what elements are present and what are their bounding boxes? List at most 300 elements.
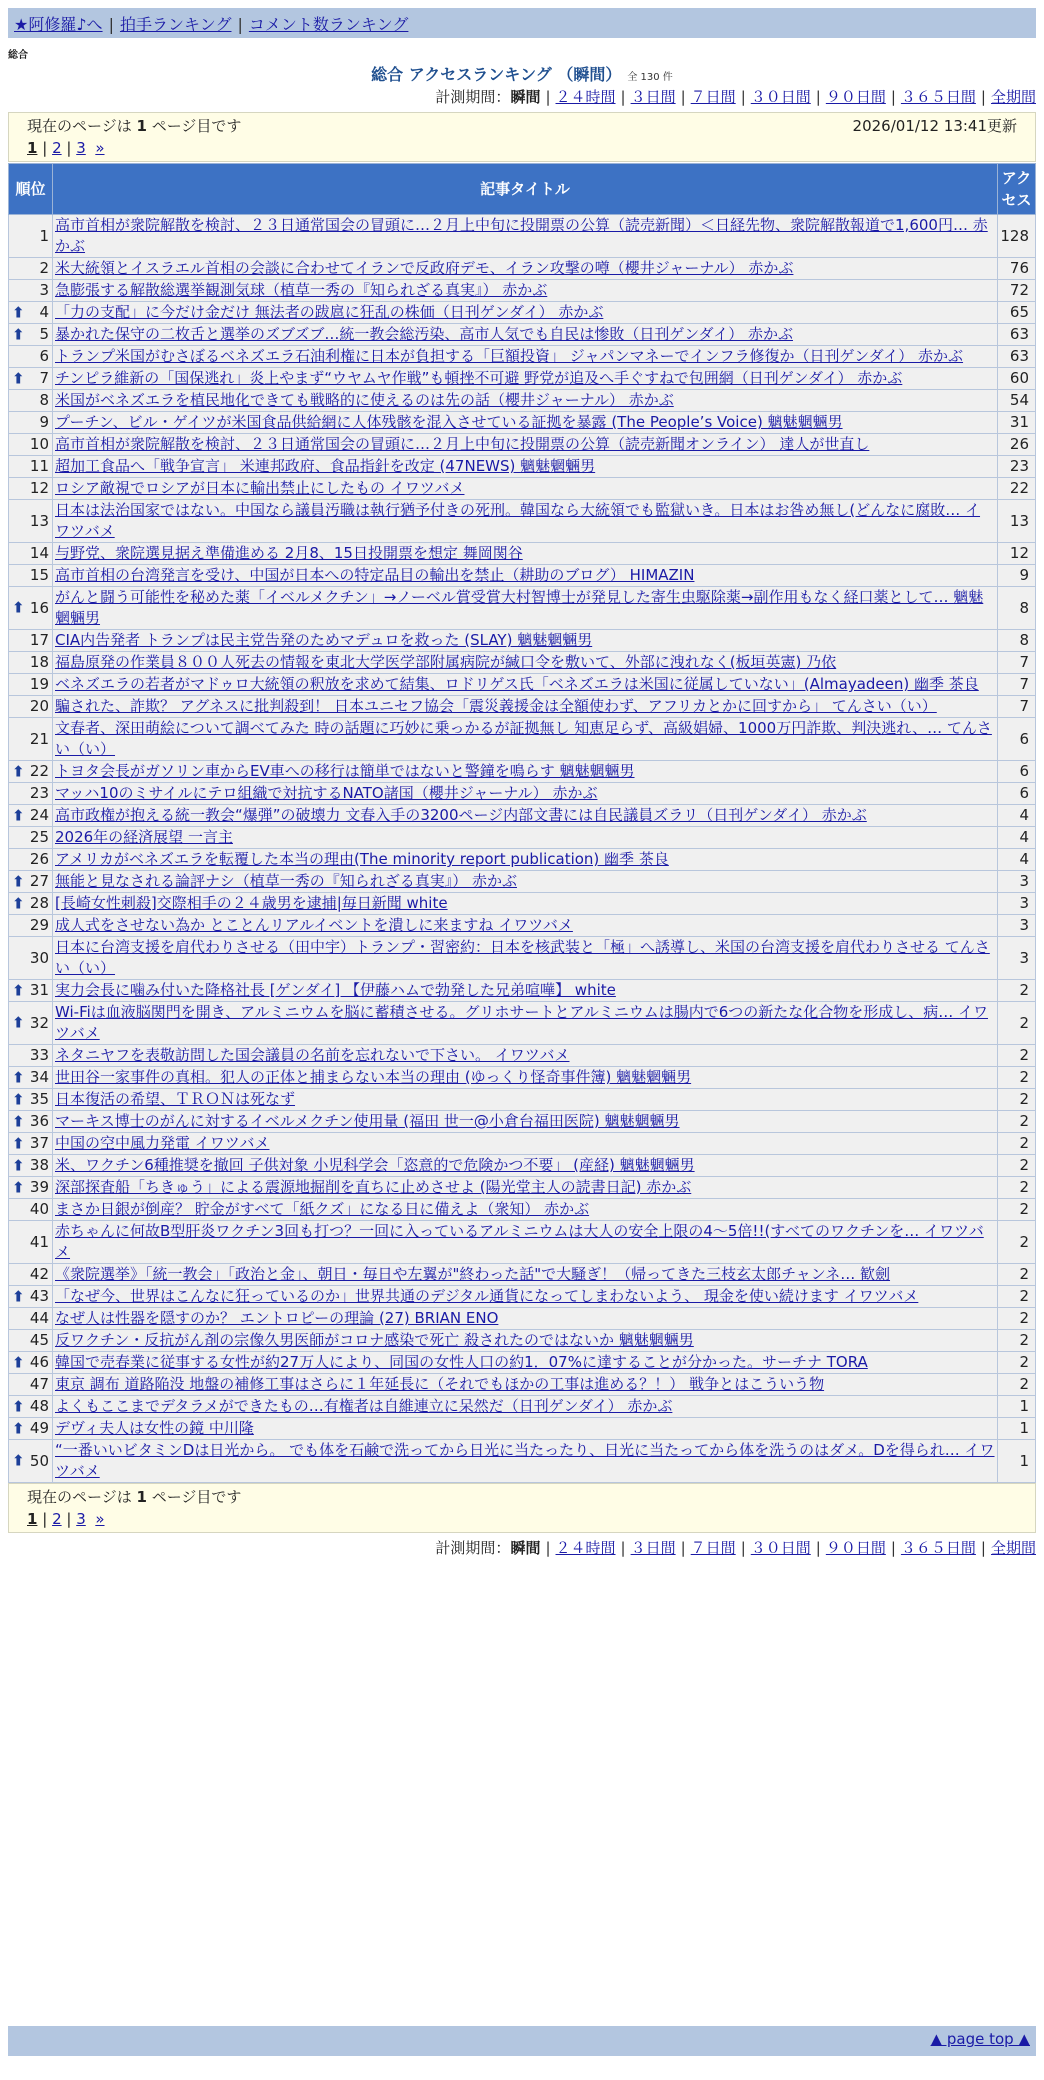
pager-page-3[interactable]: 3 (76, 1510, 86, 1528)
article-title-link[interactable]: 日本に台湾支援を肩代わりさせる（田中宇）トランプ・習密約：日本を核武装と「極」へ誘導し、米国の台湾支援を肩代わりさせる てんさい（い） (55, 938, 990, 977)
article-title-link[interactable]: 米、ワクチン6種推奨を撤回 子供対象 小児科学会「恣意的で危険かつ不要」 (産経) 魑魅魍魎男 (55, 1156, 695, 1174)
table-row (9, 258, 1036, 280)
table-row (9, 674, 1036, 696)
title-cell (53, 302, 998, 324)
title-cell (53, 674, 998, 696)
table-row (9, 1330, 1036, 1352)
period-90d-link[interactable]: ９０日間 (825, 1539, 886, 1557)
access-count: 6 (998, 783, 1036, 805)
access-count: 2 (998, 1330, 1036, 1352)
pager-bottom: 現在のページは 1 ページ目です 1 | 2 | 3 » (8, 1483, 1036, 1533)
access-count: 1 (998, 1396, 1036, 1418)
table-row (9, 1089, 1036, 1111)
access-count: 2 (998, 980, 1036, 1002)
pager-next[interactable]: » (95, 139, 105, 157)
article-title-link[interactable]: 高市首相が衆院解散を検討、２３日通常国会の冒頭に…２月上中旬に投開票の公算（読売新聞オンライン） 達人が世直し (55, 435, 870, 453)
access-count: 2 (998, 1221, 1036, 1264)
rank-number: 41 (29, 1232, 49, 1251)
table-row (9, 915, 1036, 937)
rank-cell (9, 1221, 53, 1264)
rank-number: 15 (29, 566, 49, 584)
table-row (9, 1418, 1036, 1440)
article-title-link[interactable]: 急膨張する解散総選挙観測気球（植草一秀の『知られざる真実』） 赤かぶ (55, 281, 548, 299)
article-title-link[interactable]: ネタニヤフを表敬訪問した国会議員の名前を忘れないで下さい。 イワツバメ (55, 1046, 570, 1064)
article-title-link[interactable]: [長崎女性刺殺]交際相手の２４歳男を逮捕|毎日新聞 white (55, 894, 448, 912)
updated-time: 2026/01/12 13:41更新 (852, 117, 1017, 135)
table-row (9, 849, 1036, 871)
title-cell (53, 1264, 998, 1286)
top-nav-bar (8, 8, 1036, 38)
rank-cell (9, 456, 53, 478)
rank-number: 6 (39, 347, 49, 365)
article-title-link[interactable]: 反ワクチン・反抗がん剤の宗像久男医師がコロナ感染で死亡 殺されたのではないか 魑魅魍魎男 (55, 1331, 694, 1349)
access-count: 9 (998, 565, 1036, 587)
article-title-link[interactable]: マッハ10のミサイルにテロ組織で対抗するNATO諸国（櫻井ジャーナル） 赤かぶ (55, 784, 598, 802)
table-row (9, 302, 1036, 324)
title-cell (53, 1155, 998, 1177)
table-row (9, 980, 1036, 1002)
rank-cell (9, 871, 53, 893)
table-row (9, 1374, 1036, 1396)
rank-number: 29 (29, 916, 49, 934)
article-title-link[interactable]: チンピラ維新の「国保逃れ」炎上やまず“ウヤムヤ作戦”も頓挫不可避 野党が追及へ手ぐすねで包囲網（日刊ゲンダイ） 赤かぶ (55, 369, 903, 387)
rank-number: 33 (29, 1046, 49, 1064)
rank-number: 11 (29, 457, 49, 475)
article-title-link[interactable]: なぜ人は性器を隠すのか？ エントロピーの理論 (27) BRIAN ENO (55, 1309, 499, 1327)
article-title-link[interactable]: 実力会長に噛み付いた降格社長 [ゲンダイ] 【伊藤ハムで勃発した兄弟喧嘩】 white (55, 981, 616, 999)
page-top-link[interactable]: ▲ page top ▲ (930, 2030, 1030, 2048)
table-row (9, 1221, 1036, 1264)
title-cell (53, 827, 998, 849)
rank-number: 3 (39, 281, 49, 299)
article-title-link[interactable]: がんと闘う可能性を秘めた薬「イベルメクチン」→ノーベル賞受賞大村智博士が発見した寄生虫駆除薬→副作用もなく経口薬として… 魑魅魍魎男 (55, 588, 984, 627)
title-cell (53, 324, 998, 346)
rank-cell (9, 478, 53, 500)
title-cell (53, 478, 998, 500)
table-row (9, 1396, 1036, 1418)
access-count: 7 (998, 652, 1036, 674)
access-count: 2 (998, 1067, 1036, 1089)
rank-cell (9, 587, 53, 630)
title-cell (53, 1221, 998, 1264)
rank-number: 25 (29, 828, 49, 846)
article-title-link[interactable]: 高市首相の台湾発言を受け、中国が日本への特定品目の輸出を禁止（耕助のブログ） HIMAZIN (55, 566, 695, 584)
table-row (9, 630, 1036, 652)
rank-cell (9, 258, 53, 280)
table-row (9, 937, 1036, 980)
rank-number: 2 (39, 259, 49, 277)
rank-cell (9, 1089, 53, 1111)
rank-number: 39 (29, 1178, 49, 1196)
rank-cell (9, 1396, 53, 1418)
period-3d-link[interactable]: ３日間 (630, 88, 676, 106)
rank-number: 22 (29, 762, 49, 780)
period-7d-link[interactable]: ７日間 (690, 1539, 736, 1557)
access-count: 3 (998, 915, 1036, 937)
rank-up-arrow-icon: ⬆ (12, 1156, 25, 1174)
rank-cell (9, 718, 53, 761)
table-row (9, 368, 1036, 390)
home-link[interactable]: ★阿修羅♪へ (14, 15, 103, 34)
period-7d-link[interactable]: ７日間 (690, 88, 736, 106)
comment-ranking-link[interactable]: コメント数ランキング (248, 15, 409, 34)
article-title-link[interactable]: 韓国で売春業に従事する女性が約27万人により、同国の女性人口の約1．07%に達することが分かった。サーチナ TORA (55, 1353, 868, 1371)
rank-up-arrow-icon: ⬆ (12, 872, 25, 890)
rank-cell (9, 630, 53, 652)
rank-up-arrow-icon: ⬆ (12, 1090, 25, 1108)
title-cell (53, 980, 998, 1002)
access-count: 2 (998, 1155, 1036, 1177)
access-count: 2 (998, 1177, 1036, 1199)
title-cell (53, 718, 998, 761)
article-title-link[interactable]: 米国がベネズエラを植民地化できても戦略的に使えるのは先の話（櫻井ジャーナル） 赤かぶ (55, 391, 674, 409)
title-cell (53, 1308, 998, 1330)
article-title-link[interactable]: 米大統領とイスラエル首相の会談に合わせてイランで反政府デモ、イラン攻撃の噂（櫻井ジャーナル） 赤かぶ (55, 259, 794, 277)
pager-page-3[interactable]: 3 (76, 139, 86, 157)
header-rank: 順位 (9, 164, 53, 215)
rank-up-arrow-icon: ⬆ (12, 369, 25, 387)
rank-number: 14 (29, 544, 49, 562)
period-label: 計測期間： (435, 1539, 511, 1557)
title-cell (53, 565, 998, 587)
table-row (9, 543, 1036, 565)
pager-page-2[interactable]: 2 (52, 1510, 62, 1528)
title-cell (53, 434, 998, 456)
article-title-link[interactable]: 成人式をさせない為か とことんリアルイベントを潰しに来ますね イワツバメ (55, 916, 573, 934)
title-cell (53, 215, 998, 258)
article-title-link[interactable]: プーチン、ビル・ゲイツが米国食品供給網に人体残骸を混入させている証拠を暴露 (The People’s Voice) 魑魅魍魎男 (55, 413, 843, 431)
rank-number: 50 (29, 1451, 49, 1470)
rank-cell (9, 652, 53, 674)
table-header-row (9, 164, 1036, 215)
rank-cell (9, 1177, 53, 1199)
nav-separator: | (237, 15, 243, 34)
period-selector-top: 計測期間：瞬間 | ２４時間 | ３日間 | ７日間 | ３０日間 | ９０日間 | ３６５日間 | 全期間 (435, 88, 1036, 106)
pager-page-2[interactable]: 2 (52, 139, 62, 157)
rank-number: 46 (29, 1353, 49, 1371)
period-90d-link[interactable]: ９０日間 (825, 88, 886, 106)
article-title-link[interactable]: よくもここまでデタラメができたもの…有権者は自維連立に呆然だ（日刊ゲンダイ） 赤かぶ (55, 1397, 673, 1415)
title-cell (53, 280, 998, 302)
table-row (9, 565, 1036, 587)
rank-cell (9, 390, 53, 412)
table-row (9, 1002, 1036, 1045)
rank-number: 21 (29, 729, 49, 748)
access-count: 2 (998, 1133, 1036, 1155)
article-title-link[interactable]: 福島原発の作業員８００人死去の情報を東北大学医学部附属病院が緘口令を敷いて、外部に洩れなく(板垣英憲) 乃依 (55, 653, 837, 671)
access-count: 2 (998, 1045, 1036, 1067)
table-row (9, 1352, 1036, 1374)
rank-cell (9, 324, 53, 346)
article-title-link[interactable]: トヨタ会長がガソリン車からEV車への移行は簡単ではないと警鐘を鳴らす 魑魅魍魎男 (55, 762, 635, 780)
rank-cell (9, 761, 53, 783)
title-cell (53, 849, 998, 871)
title-cell (53, 871, 998, 893)
rank-up-arrow-icon: ⬆ (12, 806, 25, 824)
rank-cell (9, 434, 53, 456)
rank-up-arrow-icon: ⬆ (12, 303, 25, 321)
rank-number: 28 (29, 894, 49, 912)
rank-cell (9, 1111, 53, 1133)
article-title-link[interactable]: 「力の支配」に今だけ金だけ 無法者の跋扈に狂乱の株価（日刊ゲンダイ） 赤かぶ (55, 303, 604, 321)
table-row (9, 1264, 1036, 1286)
rank-number: 27 (29, 872, 49, 890)
article-title-link[interactable]: ロシア敵視でロシアが日本に輸出禁止にしたもの イワツバメ (55, 479, 465, 497)
rank-number: 10 (29, 435, 49, 453)
rank-number: 30 (29, 948, 49, 967)
article-title-link[interactable]: 暴かれた保守の二枚舌と選挙のズブズブ…統一教会総汚染、高市人気でも自民は惨敗（日刊ゲンダイ） 赤かぶ (55, 325, 793, 343)
page-title-wrap (0, 62, 1044, 85)
rank-number: 44 (29, 1309, 49, 1327)
section-label: 総合 (8, 50, 28, 61)
rank-cell (9, 696, 53, 718)
article-title-link[interactable]: “一番いいビタミンDは日光から。 でも体を石鹸で洗ってから日光に当たったり、日光に当たってから体を洗うのはダメ。Dを得られ… イワツバメ (55, 1441, 995, 1480)
access-count: 6 (998, 718, 1036, 761)
title-cell (53, 1111, 998, 1133)
rank-up-arrow-icon: ⬆ (12, 1287, 25, 1305)
table-row (9, 827, 1036, 849)
article-title-link[interactable]: 高市首相が衆院解散を検討、２３日通常国会の冒頭に…２月上中旬に投開票の公算（読売新聞）＜日経先物、衆院解散報道で1,600円… 赤かぶ (55, 216, 988, 255)
access-count: 13 (998, 500, 1036, 543)
rank-number: 42 (29, 1265, 49, 1283)
rank-number: 7 (39, 369, 49, 387)
table-row (9, 456, 1036, 478)
rank-up-arrow-icon: ⬆ (12, 1068, 25, 1086)
article-title-link[interactable]: 騙された、詐欺？ アグネスに批判殺到！ 日本ユニセフ協会「震災義援金は全額使わず、アフリカとかに回すから」 てんさい（い） (55, 697, 937, 715)
rank-number: 49 (29, 1419, 49, 1437)
access-count: 2 (998, 1111, 1036, 1133)
table-row (9, 761, 1036, 783)
current-page-text: 現在のページは 1 ページ目です (27, 1488, 242, 1506)
period-all-link[interactable]: 全期間 (990, 88, 1036, 106)
rank-number: 34 (29, 1068, 49, 1086)
table-row (9, 280, 1036, 302)
access-count: 76 (998, 258, 1036, 280)
title-cell (53, 1177, 998, 1199)
rank-cell (9, 368, 53, 390)
article-title-link[interactable]: 日本復活の希望、ＴＲＯＮは死なず (55, 1090, 296, 1108)
access-count: 2 (998, 1308, 1036, 1330)
article-title-link[interactable]: CIA内告発者 トランプは民主党告発のためマデュロを救った (SLAY) 魑魅魍魎男 (55, 631, 593, 649)
rank-number: 5 (39, 325, 49, 343)
article-title-link[interactable]: 無能と見なされる論評ナシ（植草一秀の『知られざる真実』） 赤かぶ (55, 872, 517, 890)
period-30d-link[interactable]: ３０日間 (750, 88, 811, 106)
rank-number: 8 (39, 391, 49, 409)
rank-number: 13 (29, 511, 49, 530)
table-row (9, 1067, 1036, 1089)
title-cell (53, 1133, 998, 1155)
article-title-link[interactable]: まさか日銀が倒産？ 貯金がすべて「紙クズ」になる日に備えよ（衆知） 赤かぶ (55, 1200, 590, 1218)
title-cell (53, 783, 998, 805)
rank-up-arrow-icon: ⬆ (12, 1397, 25, 1415)
rank-up-arrow-icon: ⬆ (12, 1353, 25, 1371)
rank-cell (9, 1330, 53, 1352)
article-title-link[interactable]: 中国の空中風力発電 イワツバメ (55, 1134, 270, 1152)
article-title-link[interactable]: 《衆院選挙》「統一教会」「政治と金」、朝日・毎日や左翼が"終わった話"で大騒ぎ！（帰ってきた三枝玄太郎チャンネ… 歓劍 (55, 1265, 891, 1283)
rank-number: 47 (29, 1375, 49, 1393)
rank-cell (9, 915, 53, 937)
rank-cell (9, 500, 53, 543)
rank-number: 45 (29, 1331, 49, 1349)
article-title-link[interactable]: 世田谷一家事件の真相。犯人の正体と捕まらない本当の理由 (ゆっくり怪奇事件簿) 魑魅魍魎男 (55, 1068, 692, 1086)
access-count: 2 (998, 1002, 1036, 1045)
article-title-link[interactable]: 東京 調布 道路陥没 地盤の補修工事はさらに１年延長に（それでもほかの工事は進める？！） 戦争とはこういう物 (55, 1375, 825, 1393)
pager-page-1: 1 (27, 1510, 38, 1528)
period-selector-bottom: 計測期間：瞬間 | ２４時間 | ３日間 | ７日間 | ３０日間 | ９０日間 | ３６５日間 | 全期間 (435, 1539, 1036, 1557)
rank-number: 17 (29, 631, 49, 649)
period-30d-link[interactable]: ３０日間 (750, 1539, 811, 1557)
access-count: 2 (998, 1264, 1036, 1286)
bottom-bar (8, 2026, 1036, 2056)
rank-cell (9, 1374, 53, 1396)
period-current: 瞬間 (510, 1539, 541, 1557)
rank-up-arrow-icon: ⬆ (12, 598, 25, 617)
article-title-link[interactable]: 日本は法治国家ではない。中国なら議員汚職は執行猶予付きの死刑。韓国なら大統領でも監獄いき。日本はお咎め無し(どんなに腐敗… イワツバメ (55, 501, 981, 540)
article-title-link[interactable]: アメリカがベネズエラを転覆した本当の理由(The minority report publication) 幽季 茶良 (55, 850, 669, 868)
table-row (9, 478, 1036, 500)
rank-number: 24 (29, 806, 49, 824)
rank-cell (9, 302, 53, 324)
article-title-link[interactable]: ベネズエラの若者がマドゥロ大統領の釈放を求めて結集、ロドリゲス氏「ベネズエラは米国に従属していない」(Almayadeen) 幽季 茶良 (55, 675, 979, 693)
table-row (9, 324, 1036, 346)
title-cell (53, 1286, 998, 1308)
rank-number: 19 (29, 675, 49, 693)
title-cell (53, 346, 998, 368)
title-cell (53, 761, 998, 783)
title-cell (53, 258, 998, 280)
article-title-link[interactable]: 文春者、深田萌絵について調べてみた 時の話題に巧妙に乗っかるが証拠無し 知恵足らず、高級娼婦、1000万円詐欺、判決逃れ、… てんさい（い） (55, 719, 992, 758)
rank-up-arrow-icon: ⬆ (12, 1451, 25, 1470)
access-count: 1 (998, 1418, 1036, 1440)
rank-up-arrow-icon: ⬆ (12, 1134, 25, 1152)
table-row (9, 434, 1036, 456)
rank-cell (9, 805, 53, 827)
rank-cell (9, 893, 53, 915)
clap-ranking-link[interactable]: 拍手ランキング (119, 15, 232, 34)
rank-cell (9, 1352, 53, 1374)
article-title-link[interactable]: 赤ちゃんに何故B型肝炎ワクチン3回も打つ？一回に入っているアルミニウムは大人の安全上限の4〜5倍!!(すべてのワクチンを… イワツバメ (55, 1222, 984, 1261)
table-row (9, 805, 1036, 827)
period-365d-link[interactable]: ３６５日間 (900, 88, 976, 106)
article-title-link[interactable]: トランプ米国がむさぼるベネズエラ石油利権に日本が負担する「巨額投資」 ジャパンマネーでインフラ修復か（日刊ゲンダイ） 赤かぶ (55, 347, 964, 365)
rank-cell (9, 280, 53, 302)
pager-page-1: 1 (27, 139, 38, 157)
rank-cell (9, 783, 53, 805)
table-row (9, 215, 1036, 258)
table-row (9, 783, 1036, 805)
rank-cell (9, 674, 53, 696)
article-title-link[interactable]: マーキス博士のがんに対するイベルメクチン使用量 (福田 世一@小倉台福田医院) 魑魅魍魎男 (55, 1112, 680, 1130)
rank-number: 31 (29, 981, 49, 999)
title-cell (53, 1352, 998, 1374)
access-count: 6 (998, 761, 1036, 783)
rank-cell (9, 1002, 53, 1045)
rank-number: 16 (29, 598, 49, 617)
ranking-table (8, 163, 1036, 1483)
access-count: 12 (998, 543, 1036, 565)
article-title-link[interactable]: Wi-Fiは血液脳関門を開き、アルミニウムを脳に蓄積させる。グリホサートとアルミニウムは腸内で6つの新たな化合物を形成し、病… イワツバメ (55, 1003, 989, 1042)
rank-number: 32 (29, 1013, 49, 1032)
rank-number: 1 (39, 226, 49, 245)
rank-cell (9, 1264, 53, 1286)
article-title-link[interactable]: 深部探査船「ちきゅう」による震源地掘削を直ちに止めさせよ (陽光堂主人の読書日記) 赤かぶ (55, 1178, 692, 1196)
period-24h-link[interactable]: ２４時間 (555, 88, 616, 106)
title-cell (53, 1374, 998, 1396)
access-count: 7 (998, 674, 1036, 696)
table-row (9, 718, 1036, 761)
access-count: 2 (998, 1286, 1036, 1308)
table-row (9, 1440, 1036, 1483)
period-all-link[interactable]: 全期間 (990, 1539, 1036, 1557)
table-row (9, 500, 1036, 543)
title-cell (53, 1067, 998, 1089)
article-title-link[interactable]: 「なぜ今、世界はこんなに狂っているのか」世界共通のデジタル通貨になってしまわないよう、 現金を使い続けます イワツバメ (55, 1287, 919, 1305)
rank-number: 23 (29, 784, 49, 802)
title-cell (53, 893, 998, 915)
access-count: 63 (998, 346, 1036, 368)
table-row (9, 893, 1036, 915)
title-cell (53, 630, 998, 652)
access-count: 23 (998, 456, 1036, 478)
title-cell (53, 1330, 998, 1352)
period-3d-link[interactable]: ３日間 (630, 1539, 676, 1557)
table-row (9, 1199, 1036, 1221)
title-cell (53, 1199, 998, 1221)
title-cell (53, 937, 998, 980)
title-cell (53, 412, 998, 434)
title-cell (53, 805, 998, 827)
article-title-link[interactable]: 超加工食品へ「戦争宣言」 米連邦政府、食品指針を改定 (47NEWS) 魑魅魍魎男 (55, 457, 596, 475)
rank-cell (9, 346, 53, 368)
header-access: アクセス (998, 164, 1036, 215)
title-cell (53, 1002, 998, 1045)
article-title-link[interactable]: デヴィ夫人は女性の鏡 中川隆 (55, 1419, 254, 1437)
access-count: 4 (998, 827, 1036, 849)
rank-cell (9, 1308, 53, 1330)
table-row (9, 390, 1036, 412)
title-cell (53, 1418, 998, 1440)
article-title-link[interactable]: 与野党、衆院選見据え準備進める 2月8、15日投開票を想定 舞岡関谷 (55, 544, 523, 562)
article-title-link[interactable]: 高市政権が抱える統一教会“爆弾”の破壊力 文春入手の3200ページ内部文書には自民議員ズラリ（日刊ゲンダイ） 赤かぶ (55, 806, 867, 824)
table-row (9, 652, 1036, 674)
article-title-link[interactable]: 2026年の経済展望 一言主 (55, 828, 233, 846)
rank-number: 48 (29, 1397, 49, 1415)
pager-next[interactable]: » (95, 1510, 105, 1528)
rank-number: 43 (29, 1287, 49, 1305)
rank-cell (9, 1155, 53, 1177)
access-count: 3 (998, 871, 1036, 893)
title-cell (53, 1045, 998, 1067)
rank-up-arrow-icon: ⬆ (12, 1178, 25, 1196)
table-row (9, 1177, 1036, 1199)
access-count: 1 (998, 1440, 1036, 1483)
pager-top: 現在のページは 1 ページ目です 2026/01/12 13:41更新 1 | 2 | 3 » (8, 112, 1036, 162)
table-row (9, 1155, 1036, 1177)
access-count: 2 (998, 1352, 1036, 1374)
access-count: 3 (998, 937, 1036, 980)
rank-cell (9, 1045, 53, 1067)
title-cell (53, 456, 998, 478)
title-cell (53, 652, 998, 674)
rank-cell (9, 1133, 53, 1155)
table-row (9, 696, 1036, 718)
period-365d-link[interactable]: ３６５日間 (900, 1539, 976, 1557)
period-24h-link[interactable]: ２４時間 (555, 1539, 616, 1557)
access-count: 7 (998, 696, 1036, 718)
rank-number: 4 (39, 303, 49, 321)
rank-number: 9 (39, 413, 49, 431)
rank-up-arrow-icon: ⬆ (12, 894, 25, 912)
